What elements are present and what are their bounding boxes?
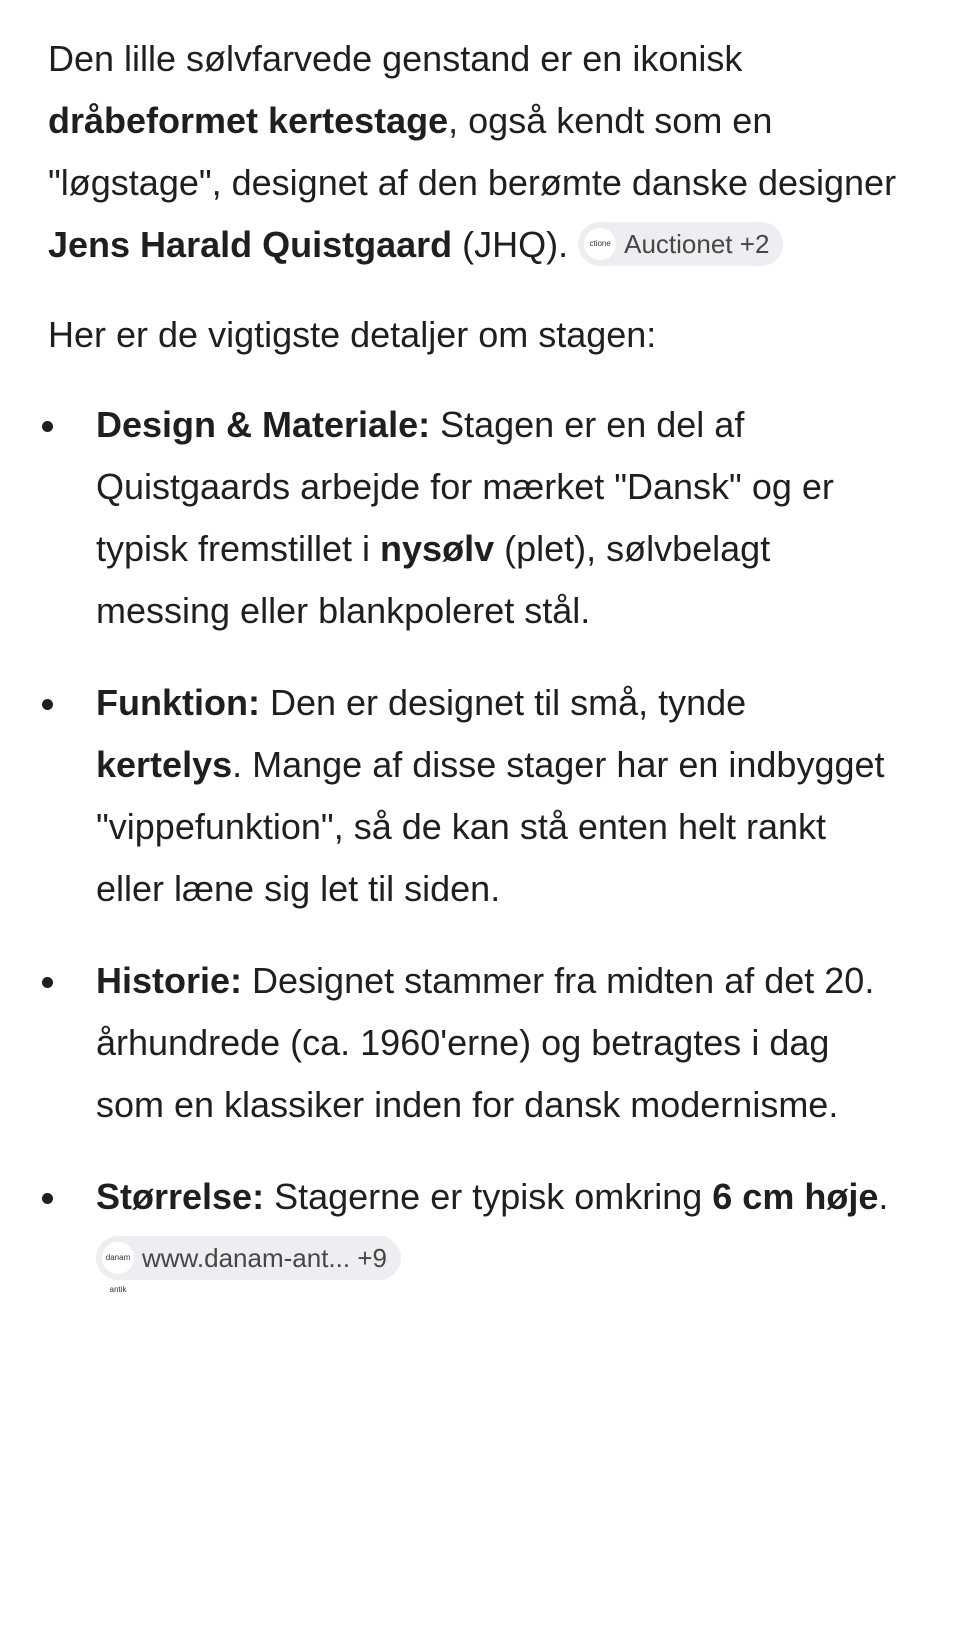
text: , også kendt som en "løgstage", designet af den berømte danske designer (48, 100, 897, 203)
text: Den er designet til små, tynde (259, 682, 747, 723)
text: . (878, 1176, 889, 1217)
item-heading: Design & Materiale: (96, 404, 431, 445)
list-item (48, 1166, 900, 1295)
item-heading: Historie: (96, 960, 243, 1001)
item-heading: Størrelse: (96, 1176, 265, 1217)
text: (JHQ). (452, 224, 579, 265)
list-item (48, 672, 900, 920)
list-item (48, 394, 900, 642)
bold-term: 6 cm høje (712, 1176, 879, 1217)
text: Stagen er en del af Quistgaards arbejde for mærket "Dansk" og er typisk fremstillet i (96, 404, 834, 569)
source-chip-danam[interactable] (96, 1236, 401, 1295)
text: Designet stammer fra midten af det 20. århundrede (ca. 1960'erne) og betragtes i dag som en klassiker inden for dansk modernisme. (96, 960, 875, 1125)
item-heading: Funktion: (96, 682, 260, 723)
bullet-icon (42, 699, 53, 710)
text: (plet), sølvbelagt messing eller blankpoleret stål. (96, 528, 771, 631)
details-list (48, 394, 900, 1295)
text: Stagerne er typisk omkring (264, 1176, 713, 1217)
list-item (48, 950, 900, 1136)
source-favicon-icon: ctione (584, 228, 616, 260)
designer-name: Jens Harald Quistgaard (48, 224, 453, 265)
source-chip-label: Auctionet +2 (624, 229, 770, 260)
source-chip-auctionet[interactable] (578, 222, 783, 266)
lead-paragraph: Her er de vigtigste detaljer om stagen: (48, 314, 657, 355)
bold-term: nysølv (380, 528, 495, 569)
text: . Mange af disse stager har en indbygget "vippefunktion", så de kan stå enten helt rankt eller læne sig let til siden. (96, 744, 885, 909)
bullet-icon (42, 1193, 53, 1204)
bullet-icon (42, 977, 53, 988)
text: Den lille sølvfarvede genstand er en ikonisk (48, 38, 743, 79)
source-chip-label: www.danam-ant... +9 (142, 1243, 387, 1274)
bold-term: kertelys (96, 744, 233, 785)
bullet-icon (42, 421, 53, 432)
intro-paragraph (48, 28, 900, 276)
source-favicon-icon: danam antik (102, 1242, 134, 1274)
bold-term: dråbeformet kertestage (48, 100, 449, 141)
